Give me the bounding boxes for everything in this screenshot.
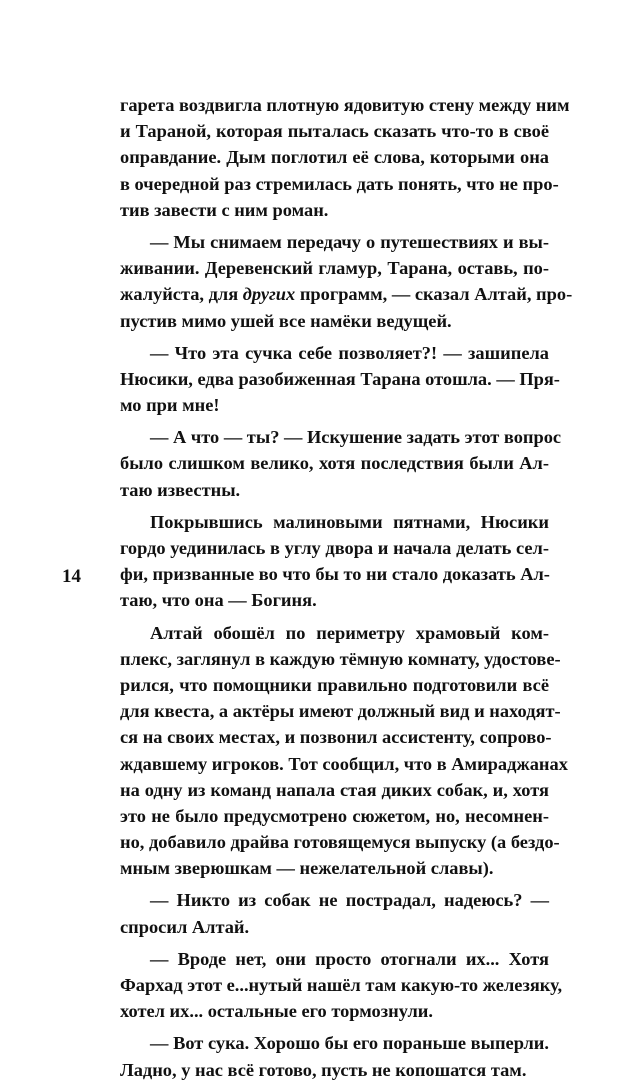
text-line: — Вот сука. Хорошо бы его пораньше выперли. (150, 1033, 549, 1054)
page-number: 14 (62, 566, 81, 587)
text-line: живании. Деревенский гламур, Тарана, оставь, по- (120, 258, 549, 279)
text-line: это не было предусмотрено сюжетом, но, несомнен- (120, 805, 549, 826)
text-segment: программ, — сказал Алтай, про- (295, 284, 573, 305)
text-line: — А что — ты? — Искушение задать этот вопрос (150, 427, 562, 448)
text-line: рился, что помощники правильно подготовили всё (120, 674, 549, 695)
text-line: гарета воздвигла плотную ядовитую стену между ним (120, 95, 570, 115)
text-line: Нюсики, едва разобиженная Тарана отошла. — Пря- (120, 368, 560, 389)
text-line: оправдание. Дым поглотил её слова, которыми она (120, 147, 549, 168)
text-segment: жалуйста, для (120, 284, 243, 305)
text-line: ждавшему игроков. Тот сообщил, что в Амираджанах (120, 753, 568, 774)
text-line (120, 281, 573, 307)
text-line: — Никто из собак не пострадал, надеюсь? — (150, 890, 549, 911)
text-line: Покрывшись малиновыми пятнами, Нюсики (150, 511, 549, 532)
text-line: мо при мне! (120, 395, 220, 416)
text-line: — Что эта сучка себе позволяет?! — зашипела (150, 342, 549, 363)
italic-word: других (242, 284, 296, 305)
text-line: плекс, заглянул в каждую тёмную комнату, удостове- (120, 648, 561, 669)
text-line: фи, призванные во что бы то ни стало доказать Ал- (120, 564, 550, 585)
text-line: мным зверюшкам — нежелательной славы). (120, 858, 494, 879)
text-line: хотел их... остальные его тормознули. (120, 1001, 433, 1022)
text-line: в очередной раз стремилась дать понять, что не про- (120, 173, 559, 194)
text-line: Фархад этот е...нутый нашёл там какую-то железяку, (120, 975, 563, 995)
text-line: таю, что она — Богиня. (120, 590, 317, 611)
body-text (120, 92, 573, 1083)
text-line: но, добавило драйва готовящемуся выпуску (а бездо- (120, 832, 560, 853)
text-line: было слишком велико, хотя последствия были Ал- (120, 453, 549, 474)
text-line: таю известны. (120, 479, 241, 500)
text-line: на одну из команд напала стая диких собак, и, хотя (120, 779, 549, 800)
text-line: и Тараной, которая пыталась сказать что-то в своё (120, 121, 549, 142)
text-line: Ладно, у нас всё готово, пусть не копошатся там. (120, 1059, 527, 1080)
text-line: — Вроде нет, они просто отогнали их... Хотя (150, 948, 549, 969)
text-line: — Мы снимаем передачу о путешествиях и вы- (150, 231, 549, 252)
text-line: гордо уединилась в углу двора и начала делать сел- (120, 538, 549, 558)
text-line: ся на своих местах, и позвонил ассистенту, сопрово- (120, 727, 552, 748)
text-line: пустив мимо ушей все намёки ведущей. (120, 310, 452, 331)
text-line: тив завести с ним роман. (120, 199, 329, 220)
text-line: для квеста, а актёры имеют должный вид и находят- (120, 701, 561, 722)
text-line: Алтай обошёл по периметру храмовый ком- (150, 622, 549, 643)
text-line: спросил Алтай. (120, 916, 250, 937)
